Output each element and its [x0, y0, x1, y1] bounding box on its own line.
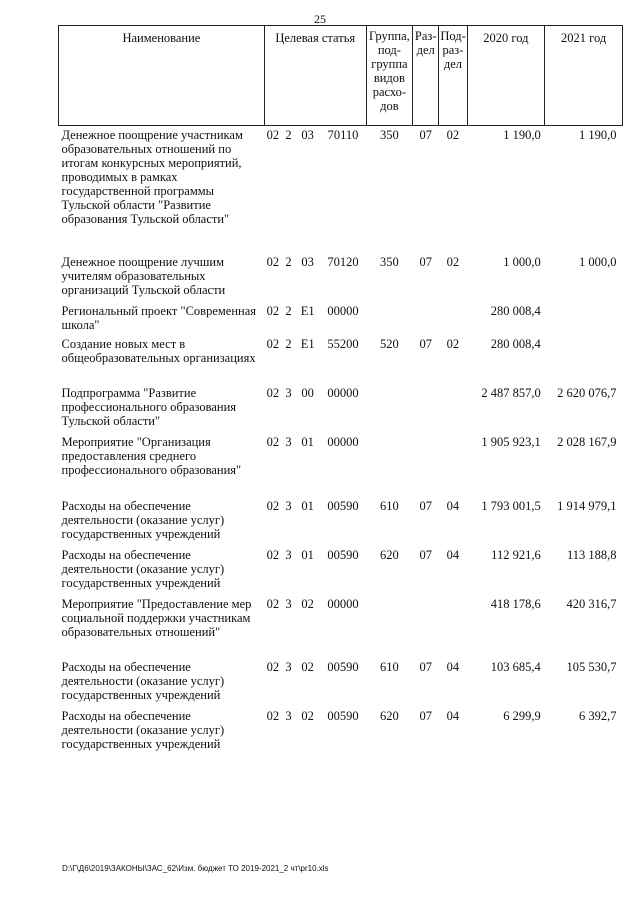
row-code-program: 02 [266, 548, 280, 562]
row-code-subprogram: 3 [285, 499, 292, 513]
row-amount-2021: 2 028 167,9 [557, 435, 617, 449]
row-code-program: 02 [266, 597, 280, 611]
row-name: Расходы на обеспечение деятельности (оказание услуг) государственных учреждений [61, 660, 225, 702]
row-code-direction: 00000 [327, 435, 359, 449]
row-code-event: 00 [301, 386, 314, 400]
row-group: 620 [380, 709, 399, 723]
header-group-line: Группа, [368, 29, 410, 43]
row-amount-2021: 113 188,8 [566, 548, 617, 562]
row-code-event: 03 [301, 128, 314, 142]
row-code-direction: 70120 [327, 255, 359, 269]
row-amount-2020: 1 190,0 [503, 128, 541, 142]
row-name: Расходы на обеспечение деятельности (оказание услуг) государственных учреждений [61, 499, 225, 541]
row-code-event: 02 [301, 597, 314, 611]
row-code-subprogram: 3 [285, 386, 292, 400]
header-section-line: Раз- [414, 29, 437, 43]
header-year-2020: 2020 год [467, 26, 545, 126]
row-group: 350 [380, 255, 399, 269]
row-name: Расходы на обеспечение деятельности (оказание услуг) государственных учреждений [61, 709, 225, 751]
row-subsection: 04 [446, 660, 460, 674]
header-subsection [439, 26, 467, 126]
row-subsection [439, 384, 467, 433]
row-code-direction: 70110 [327, 128, 359, 142]
row-amount-2020: 1 000,0 [503, 255, 541, 269]
row-amount-2021: 1 190,0 [579, 128, 617, 142]
table-row [59, 302, 623, 335]
table-row [59, 658, 623, 707]
row-code-program: 02 [266, 660, 280, 674]
table-row [59, 433, 623, 497]
table-row [59, 707, 623, 756]
header-group [366, 26, 412, 126]
row-code-direction: 00000 [327, 386, 359, 400]
row-section: 07 [419, 660, 432, 674]
row-code-direction: 00590 [327, 499, 359, 513]
row-subsection [439, 595, 467, 658]
row-group: 350 [380, 128, 399, 142]
row-code-event: 03 [301, 255, 314, 269]
row-section: 07 [419, 548, 432, 562]
row-code-event: E1 [300, 337, 315, 351]
row-amount-2021: 420 316,7 [566, 597, 617, 611]
row-section [413, 384, 439, 433]
row-subsection: 04 [446, 548, 460, 562]
row-amount-2021: 105 530,7 [566, 660, 617, 674]
row-amount-2020: 1 793 001,5 [481, 499, 541, 513]
row-amount-2020: 2 487 857,0 [481, 386, 541, 400]
row-subsection: 02 [446, 337, 460, 351]
row-amount-2021: 1 000,0 [579, 255, 617, 269]
row-code-program: 02 [266, 435, 280, 449]
row-group [366, 302, 412, 335]
row-subsection [439, 433, 467, 497]
page-number: 25 [314, 12, 326, 26]
row-subsection [439, 302, 467, 335]
header-year-2021: 2021 год [545, 26, 623, 126]
row-section: 07 [419, 255, 432, 269]
header-group-line: расхо- [372, 85, 407, 99]
budget-table [58, 25, 623, 756]
row-name: Подпрограмма "Развитие профессионального образования Тульской области" [61, 386, 237, 428]
header-group-line: под- [377, 43, 401, 57]
row-code-subprogram: 3 [285, 660, 292, 674]
row-code-event: 01 [301, 548, 314, 562]
row-name: Денежное поощрение участникам образовательных отношений по итогам конкурсных мероприятий, проводимых в рамках государственной программы Тульской области "Развитие образования Тульской области" [61, 128, 243, 226]
row-name: Денежное поощрение лучшим учителям образовательных организаций Тульской области [61, 255, 226, 297]
table-row [59, 335, 623, 384]
row-section: 07 [419, 337, 432, 351]
table-header [59, 26, 623, 126]
row-code-event: 01 [301, 435, 314, 449]
row-section: 07 [419, 499, 432, 513]
row-code-direction: 55200 [327, 337, 359, 351]
header-name: Наименование [59, 26, 265, 126]
row-code-subprogram: 2 [285, 337, 292, 351]
table-row [59, 546, 623, 595]
table-body [59, 126, 623, 757]
row-name: Региональный проект "Современная школа" [61, 304, 257, 332]
row-name: Создание новых мест в общеобразовательных организациях [61, 337, 256, 365]
row-group [366, 595, 412, 658]
row-code-direction: 00590 [327, 660, 359, 674]
row-amount-2020: 112 921,6 [491, 548, 541, 562]
row-code-subprogram: 3 [285, 597, 292, 611]
row-subsection: 02 [446, 128, 460, 142]
row-amount-2021: 6 392,7 [579, 709, 617, 723]
table-row [59, 126, 623, 254]
row-section [413, 302, 439, 335]
row-group: 620 [380, 548, 399, 562]
row-code-direction: 00590 [327, 709, 359, 723]
table-row [59, 253, 623, 302]
table-row [59, 595, 623, 658]
row-subsection: 04 [446, 499, 460, 513]
row-amount-2020: 103 685,4 [490, 660, 541, 674]
row-code-subprogram: 2 [285, 128, 292, 142]
row-code-program: 02 [266, 499, 280, 513]
row-group [366, 384, 412, 433]
row-code-subprogram: 2 [285, 255, 292, 269]
row-section [413, 595, 439, 658]
row-amount-2020: 418 178,6 [490, 597, 541, 611]
row-code-program: 02 [266, 128, 280, 142]
header-section-line: дел [416, 43, 435, 57]
row-amount-2021: 2 620 076,7 [557, 386, 617, 400]
row-code-subprogram: 3 [285, 709, 292, 723]
row-code-subprogram: 3 [285, 548, 292, 562]
header-subsection-line: Под- [440, 29, 466, 43]
row-group: 610 [380, 660, 399, 674]
row-section [413, 433, 439, 497]
row-name: Расходы на обеспечение деятельности (оказание услуг) государственных учреждений [61, 548, 225, 590]
row-subsection: 04 [446, 709, 460, 723]
row-code-subprogram: 2 [285, 304, 292, 318]
row-name: Мероприятие "Организация предоставления среднего профессионального образования" [61, 435, 242, 477]
row-code-direction: 00000 [327, 597, 359, 611]
header-group-line: видов [373, 71, 405, 85]
header-group-line: группа [371, 57, 408, 71]
row-amount-2020: 280 008,4 [490, 337, 541, 351]
row-code-event: 02 [301, 660, 314, 674]
header-group-line: дов [380, 99, 399, 113]
row-amount-2021 [545, 302, 623, 335]
header-section [413, 26, 439, 126]
row-code-program: 02 [266, 304, 280, 318]
row-section: 07 [419, 709, 432, 723]
row-code-program: 02 [266, 709, 280, 723]
row-amount-2020: 1 905 923,1 [481, 435, 541, 449]
header-target-article: Целевая статья [264, 26, 366, 126]
row-amount-2021 [545, 335, 623, 384]
table-row [59, 384, 623, 433]
row-group: 520 [380, 337, 399, 351]
row-code-direction: 00590 [327, 548, 359, 562]
row-group [366, 433, 412, 497]
row-code-event: 01 [301, 499, 314, 513]
row-code-program: 02 [266, 255, 280, 269]
header-subsection-line: дел [443, 57, 462, 71]
row-subsection: 02 [446, 255, 460, 269]
row-amount-2020: 6 299,9 [503, 709, 541, 723]
row-code-program: 02 [266, 386, 280, 400]
row-amount-2020: 280 008,4 [490, 304, 541, 318]
row-group: 610 [380, 499, 399, 513]
row-code-subprogram: 3 [285, 435, 292, 449]
table-row [59, 497, 623, 546]
row-code-direction: 00000 [327, 304, 359, 318]
row-code-event: 02 [301, 709, 314, 723]
header-subsection-line: раз- [442, 43, 464, 57]
row-code-program: 02 [266, 337, 280, 351]
footer-file-path: D:\Г\Д6\2019\ЗАКОНЫ\ЗАС_62\Изм. бюджет ТО 2019-2021_2 чт\pr10.xls [62, 864, 329, 873]
row-section: 07 [419, 128, 432, 142]
row-name: Мероприятие "Предоставление мер социальной поддержки участникам образовательных отношений" [61, 597, 252, 639]
row-amount-2021: 1 914 979,1 [557, 499, 617, 513]
row-code-event: E1 [300, 304, 315, 318]
